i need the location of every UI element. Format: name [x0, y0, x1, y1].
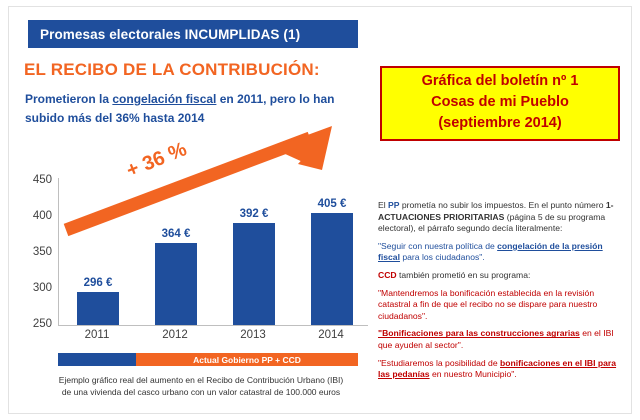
pp-quote-b: para los ciudadanos".	[399, 252, 485, 263]
header-banner-label: Promesas electorales INCUMPLIDAS (1)	[40, 26, 301, 42]
ccd-quote-1: "Mantendremos la bonificación establecida en la revisión catastral a fin de que el recibo no se dispare para nuestro ciudadanos".	[378, 287, 598, 321]
subtitle-part-1: Prometieron la	[25, 92, 113, 106]
caption-line-1: Ejemplo gráfico real del aumento en el Recibo de Contribución Urbano (IBI)	[58, 375, 344, 385]
page-subtitle	[25, 90, 375, 128]
bar-chart	[20, 174, 375, 343]
x-tick-2013: 2013	[240, 329, 266, 341]
x-axis	[58, 327, 368, 345]
ccd-quote-2-underlined: "Bonificaciones para las construcciones agrarias	[378, 328, 580, 339]
x-tick-2012: 2012	[162, 329, 188, 341]
ccd-party-label: CCD	[378, 269, 397, 280]
subtitle-underlined: congelación fiscal	[112, 92, 217, 106]
pp-program-point: 1-ACTUACIONES PRIORITARIAS	[378, 200, 614, 222]
bar-2012	[155, 243, 197, 325]
right-text-column	[378, 200, 623, 387]
growth-percentage-label: + 36 %	[123, 138, 190, 183]
bar-label-2014: 405 €	[317, 198, 347, 210]
ccd-quote-3-b: en nuestro Municipio".	[429, 369, 517, 380]
callout-box	[380, 66, 620, 141]
pp-text-b: prometía no subir los impuestos. En el punto número	[399, 200, 606, 210]
subtitle-part-3: subido más del 36% hasta 2014	[25, 111, 205, 125]
paragraph-pp-quote	[378, 241, 623, 264]
chart-legend	[58, 353, 358, 366]
bar-label-2011: 296 €	[83, 277, 113, 289]
bar-2014	[311, 213, 353, 325]
plot-area	[58, 178, 368, 326]
x-tick-2014: 2014	[318, 329, 344, 341]
y-tick-400: 400	[32, 210, 52, 222]
caption-line-2: de una vivienda del casco urbano con un valor catastral de 100.000 euros	[61, 387, 341, 397]
paragraph-ccd-quote-3	[378, 358, 623, 381]
bar-2013	[233, 223, 275, 325]
bar-2011	[77, 292, 119, 325]
callout-line-3: (septiembre 2014)	[438, 115, 562, 131]
paragraph-ccd-quote-2	[378, 328, 623, 351]
pp-party-label: PP	[388, 200, 400, 210]
y-axis	[20, 174, 54, 330]
pp-text-c: (página 5 de su programa electoral), el párrafo segundo decía literalmente:	[378, 211, 606, 234]
y-tick-450: 450	[32, 174, 52, 186]
pp-quote-underlined: congelación de la presión fiscal	[378, 240, 603, 263]
y-tick-350: 350	[32, 246, 52, 258]
page-title: EL RECIBO DE LA CONTRIBUCIÓN:	[24, 60, 320, 79]
pp-text-a: El	[378, 200, 389, 210]
paragraph-ccd-quote-1	[378, 288, 623, 323]
paragraph-ccd-intro	[378, 270, 623, 282]
ccd-intro-text: también prometió en su programa:	[396, 269, 531, 280]
legend-item-elecciones: Elecciones	[58, 353, 136, 366]
pp-quote-a: "Seguir con nuestra política de	[378, 240, 498, 251]
paragraph-pp-promise	[378, 200, 623, 235]
header-banner	[28, 20, 358, 48]
ccd-quote-3-underlined: bonificaciones en el IBI para las pedanías	[378, 357, 617, 380]
legend-item-gobierno: Actual Gobierno PP + CCD	[136, 353, 358, 366]
bar-label-2013: 392 €	[239, 208, 269, 220]
y-tick-250: 250	[32, 318, 52, 330]
chart-caption	[36, 374, 366, 398]
ccd-quote-2-rest: en el IBI que ayuden al sector".	[378, 328, 614, 350]
y-tick-300: 300	[32, 282, 52, 294]
x-tick-2011: 2011	[84, 329, 110, 341]
ccd-quote-3-a: "Estudiaremos la posibilidad de	[378, 357, 500, 368]
callout-line-2: Cosas de mi Pueblo	[431, 94, 569, 110]
subtitle-part-2: en 2011, pero lo han	[216, 92, 335, 106]
bar-label-2012: 364 €	[161, 228, 191, 240]
callout-line-1: Gráfica del boletín nº 1	[421, 73, 579, 89]
